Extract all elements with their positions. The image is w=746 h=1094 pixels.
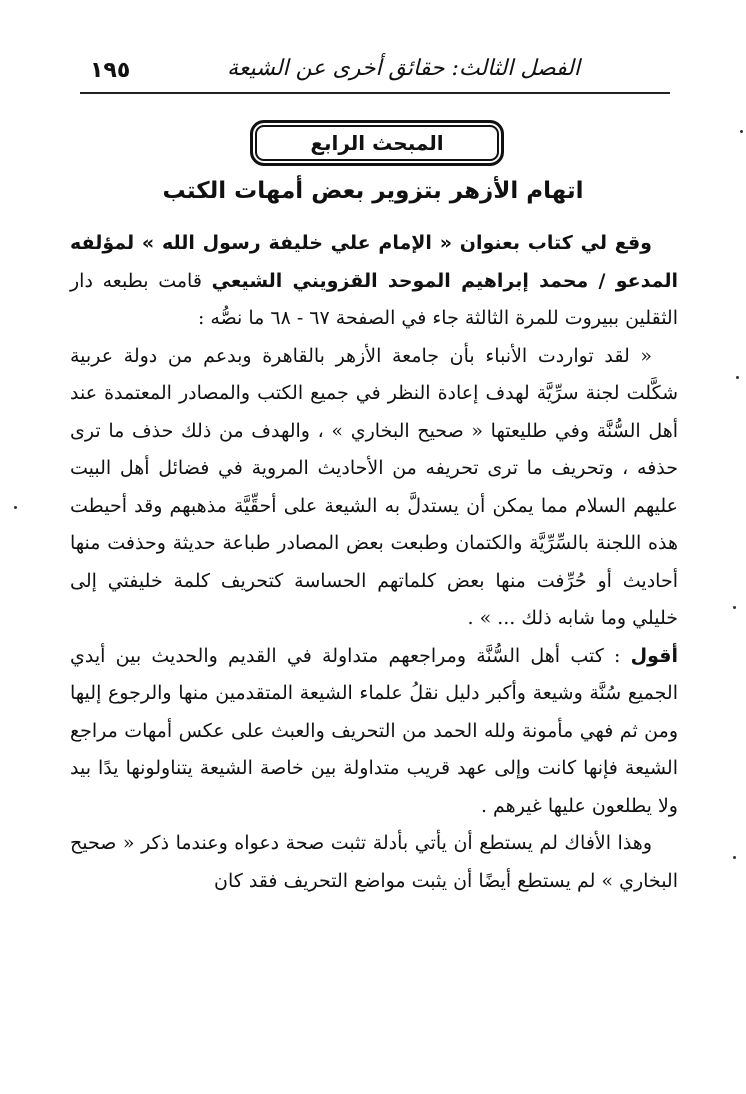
intro-rest-text: قامت بطبعه دار الثقلين ببيروت للمرة الثالثة جاء في الصفحة ٦٧ - ٦٨ ما نصُّه :: [70, 269, 678, 329]
reply-label: أقول: [630, 644, 678, 667]
margin-mark: [736, 376, 739, 379]
intro-bold-text: وقع لي كتاب بعنوان « الإمام علي خليفة رسول الله » لمؤلفه المدعو / محمد إبراهيم الموحد القزويني الشيعي: [70, 232, 678, 292]
running-head: الفصل الثالث: حقائق أخرى عن الشيعة: [227, 56, 580, 81]
quote-paragraph: « لقد تواردت الأنباء بأن جامعة الأزهر بالقاهرة وبدعم من دولة عربية شكَّلت لجنة سرِّيَّة لهدف إعادة النظر في جميع الكتب والمصادر المعتمدة عند أهل السُّنَّة وفي طليعتها « صحيح البخاري » ، والهدف من ذلك حذف ما ترى حذفه ، وتحريف ما ترى تحريفه من الأحاديث المروية في فضائل أهل البيت عليهم السلام مما يمكن أن يستدلَّ به الشيعة على أحقِّيَّة مذهبهم وقد أحيطت هذه اللجنة بالسِّرِّيَّة والكتمان وطبعت بعض المصادر طباعة حديثة وحذفت منها أحاديث أو حُرِّفت منها بعض كلماتهم الحساسة كتحريف كلمة خليفتي إلى خليلي وما شابه ذلك ... » .: [70, 344, 678, 629]
reply-paragraph: [70, 638, 678, 826]
chapter-heading: اتهام الأزهر بتزوير بعض أمهات الكتب: [162, 178, 584, 204]
intro-paragraph: [70, 225, 678, 338]
margin-mark: [14, 506, 17, 509]
page-number: ١٩٥: [90, 58, 131, 83]
reply-text: : كتب أهل السُّنَّة ومراجعهم متداولة في القديم والحديث بين أيدي الجميع سُنَّة وشيعة وأكبر دليل نقلُ علماء الشيعة المتقدمين منها والرجوع إليها ومن ثم فهي مأمونة ولله الحمد من التحريف والعبث على عكس أمهات مراجع الشيعة فإنها كانت وإلى عهد قريب متداولة بين خاصة الشيعة يتناولونها يدًا بيد ولا يطلعون عليها غيرهم .: [70, 644, 678, 817]
margin-mark: [733, 606, 736, 609]
final-paragraph: وهذا الأفاك لم يستطع أن يأتي بأدلة تثبت صحة دعواه وعندما ذكر « صحيح البخاري » لم يستطع أيضًا أن يثبت مواضع التحريف فقد كان: [70, 832, 678, 892]
margin-mark: [740, 130, 743, 133]
section-title-box: [250, 120, 504, 166]
page-header: [80, 52, 670, 94]
section-title: المبحث الرابع: [310, 131, 444, 155]
body-text: [70, 225, 678, 900]
margin-mark: [733, 856, 736, 859]
